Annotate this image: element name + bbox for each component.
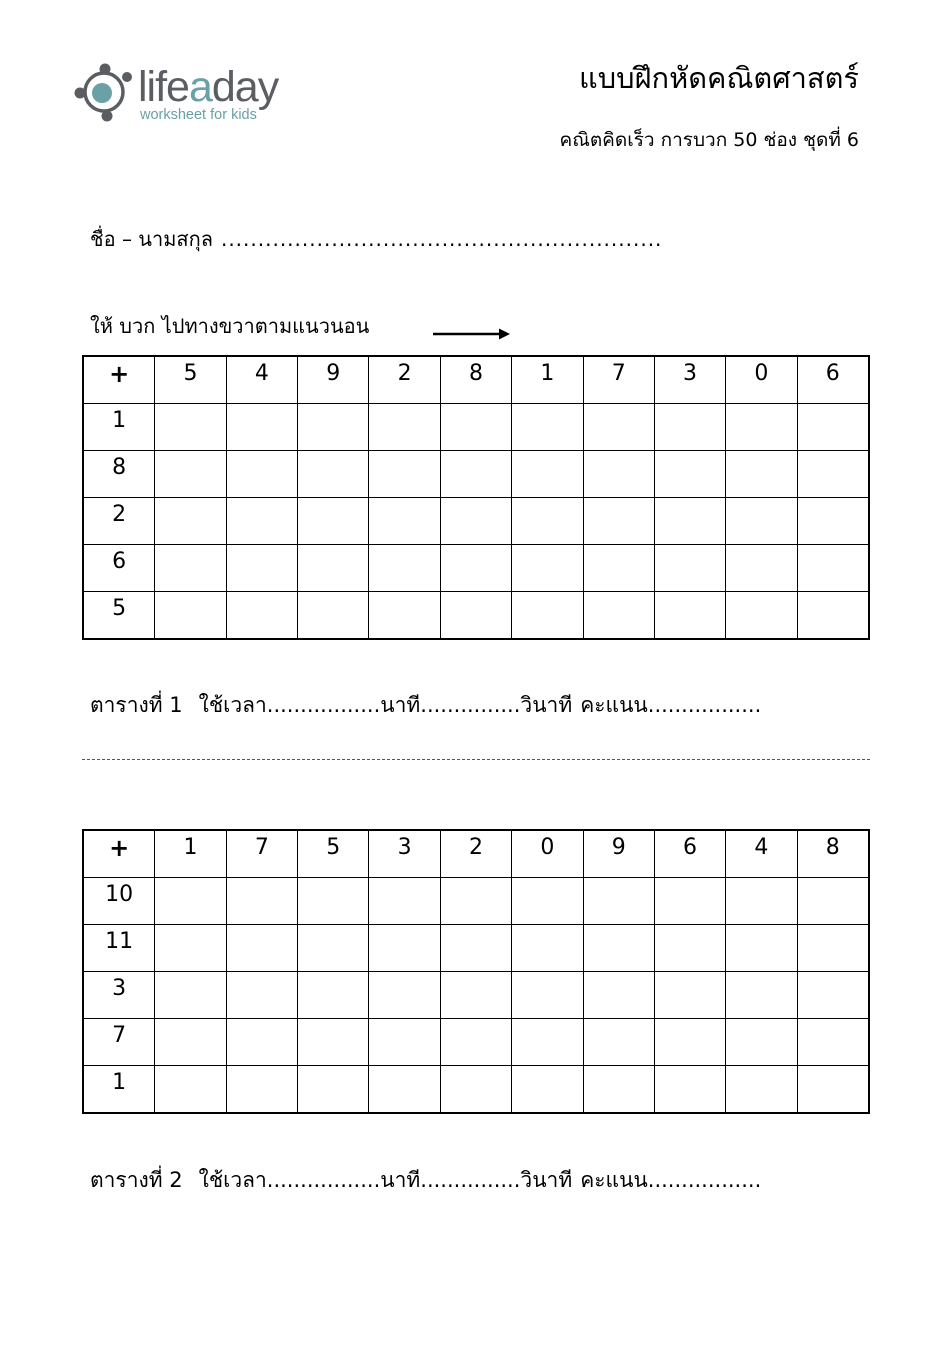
answer-cell[interactable] [726, 878, 797, 925]
answer-cell[interactable] [298, 1066, 369, 1114]
column-header-cell: 1 [155, 830, 226, 878]
answer-cell[interactable] [726, 498, 797, 545]
score-label: คะแนน [580, 693, 648, 717]
answer-cell[interactable] [298, 404, 369, 451]
row-header-cell: 6 [83, 545, 155, 592]
row-header-cell: 1 [83, 404, 155, 451]
answer-cell[interactable] [512, 925, 583, 972]
answer-cell[interactable] [226, 1066, 297, 1114]
table-row [83, 592, 869, 640]
answer-cell[interactable] [654, 404, 725, 451]
lifeaday-logo [74, 60, 314, 130]
answer-cell[interactable] [726, 925, 797, 972]
answer-cell[interactable] [583, 451, 654, 498]
column-header-cell: 9 [298, 356, 369, 404]
table-row [83, 972, 869, 1019]
column-header-cell: 6 [654, 830, 725, 878]
table-1-record [90, 690, 761, 720]
answer-cell[interactable] [512, 972, 583, 1019]
answer-cell[interactable] [369, 972, 440, 1019]
column-header-cell: 7 [583, 356, 654, 404]
table-row [83, 1019, 869, 1066]
answer-cell[interactable] [226, 404, 297, 451]
answer-cell[interactable] [512, 498, 583, 545]
answer-cell[interactable] [583, 972, 654, 1019]
answer-cell[interactable] [440, 1066, 511, 1114]
answer-cell[interactable] [440, 404, 511, 451]
answer-cell[interactable] [298, 925, 369, 972]
answer-cell[interactable] [155, 925, 226, 972]
table-row [83, 545, 869, 592]
answer-cell[interactable] [654, 1066, 725, 1114]
seconds-fill[interactable]: ............... [420, 693, 521, 717]
table-row [83, 498, 869, 545]
column-header-cell: 0 [726, 356, 797, 404]
addition-table-1 [82, 355, 870, 640]
row-header-cell: 8 [83, 451, 155, 498]
column-header-cell: 5 [298, 830, 369, 878]
answer-cell[interactable] [726, 451, 797, 498]
answer-cell[interactable] [583, 592, 654, 640]
answer-cell[interactable] [369, 1019, 440, 1066]
column-header-cell: 0 [512, 830, 583, 878]
answer-cell[interactable] [440, 972, 511, 1019]
row-header-cell: 3 [83, 972, 155, 1019]
answer-cell[interactable] [298, 972, 369, 1019]
column-header-cell: 6 [797, 356, 869, 404]
name-fill-line[interactable]: ............................................................ [220, 227, 663, 251]
answer-cell[interactable] [583, 1066, 654, 1114]
answer-cell[interactable] [797, 545, 869, 592]
answer-cell[interactable] [369, 592, 440, 640]
answer-cell[interactable] [512, 1066, 583, 1114]
logo-mark-icon [74, 60, 136, 124]
table-header-row [83, 356, 869, 404]
logo-tagline: worksheet for kids [140, 107, 257, 123]
column-header-cell: 2 [369, 356, 440, 404]
seconds-fill[interactable]: ............... [420, 1168, 521, 1192]
answer-cell[interactable] [298, 545, 369, 592]
table-2-record [90, 1165, 761, 1195]
answer-cell[interactable] [583, 545, 654, 592]
answer-cell[interactable] [654, 498, 725, 545]
answer-cell[interactable] [298, 878, 369, 925]
column-header-cell: 3 [654, 356, 725, 404]
answer-cell[interactable] [369, 925, 440, 972]
answer-cell[interactable] [440, 498, 511, 545]
answer-cell[interactable] [155, 972, 226, 1019]
answer-cell[interactable] [797, 498, 869, 545]
row-header-cell: 10 [83, 878, 155, 925]
logo-word-part: day [211, 63, 279, 111]
answer-cell[interactable] [512, 545, 583, 592]
answer-cell[interactable] [726, 972, 797, 1019]
record-label: ตารางที่ 1 [90, 693, 183, 717]
answer-cell[interactable] [512, 1019, 583, 1066]
answer-cell[interactable] [298, 1019, 369, 1066]
answer-cell[interactable] [155, 592, 226, 640]
worksheet-title: แบบฝึกหัดคณิตศาสตร์ [579, 61, 859, 95]
answer-cell[interactable] [512, 592, 583, 640]
score-fill[interactable]: ................. [647, 693, 762, 717]
answer-cell[interactable] [440, 925, 511, 972]
answer-cell[interactable] [797, 451, 869, 498]
answer-cell[interactable] [440, 1019, 511, 1066]
record-label: ตารางที่ 2 [90, 1168, 183, 1192]
row-header-cell: 1 [83, 1066, 155, 1114]
answer-cell[interactable] [226, 878, 297, 925]
answer-cell[interactable] [512, 404, 583, 451]
answer-cell[interactable] [226, 498, 297, 545]
answer-cell[interactable] [726, 545, 797, 592]
name-field [90, 224, 662, 254]
row-header-cell: 5 [83, 592, 155, 640]
answer-cell[interactable] [369, 498, 440, 545]
column-header-cell: 8 [797, 830, 869, 878]
answer-cell[interactable] [369, 404, 440, 451]
answer-cell[interactable] [726, 404, 797, 451]
time-label: ใช้เวลา [198, 693, 267, 717]
answer-cell[interactable] [512, 451, 583, 498]
answer-cell[interactable] [155, 878, 226, 925]
answer-cell[interactable] [797, 1066, 869, 1114]
worksheet-subtitle: คณิตคิดเร็ว การบวก 50 ช่อง ชุดที่ 6 [559, 129, 859, 151]
answer-cell[interactable] [155, 545, 226, 592]
answer-cell[interactable] [440, 592, 511, 640]
seconds-label: วินาที [520, 1168, 573, 1192]
addition-table-2 [82, 829, 870, 1114]
answer-cell[interactable] [226, 925, 297, 972]
answer-cell[interactable] [797, 878, 869, 925]
answer-cell[interactable] [155, 498, 226, 545]
table-header-row [83, 830, 869, 878]
instruction-text: ให้ บวก ไปทางขวาตามแนวนอน [90, 314, 370, 338]
answer-cell[interactable] [512, 878, 583, 925]
logo-word-part: a [188, 63, 212, 111]
answer-cell[interactable] [155, 1066, 226, 1114]
answer-cell[interactable] [298, 498, 369, 545]
answer-cell[interactable] [155, 451, 226, 498]
column-header-cell: 2 [440, 830, 511, 878]
answer-cell[interactable] [654, 972, 725, 1019]
answer-cell[interactable] [226, 451, 297, 498]
answer-cell[interactable] [298, 592, 369, 640]
minutes-fill[interactable]: ................. [266, 1168, 381, 1192]
column-header-cell: 9 [583, 830, 654, 878]
answer-cell[interactable] [797, 925, 869, 972]
answer-cell[interactable] [583, 498, 654, 545]
logo-word-part: life [138, 63, 189, 111]
column-header-cell: 4 [226, 356, 297, 404]
answer-cell[interactable] [155, 1019, 226, 1066]
row-header-cell: 7 [83, 1019, 155, 1066]
logo-wordmark [138, 62, 278, 112]
seconds-label: วินาที [520, 693, 573, 717]
minutes-fill[interactable]: ................. [266, 693, 381, 717]
answer-cell[interactable] [440, 878, 511, 925]
answer-cell[interactable] [583, 404, 654, 451]
answer-cell[interactable] [155, 404, 226, 451]
table-row [83, 451, 869, 498]
row-header-cell: 2 [83, 498, 155, 545]
answer-cell[interactable] [369, 878, 440, 925]
table-row [83, 925, 869, 972]
column-header-cell: 8 [440, 356, 511, 404]
answer-cell[interactable] [797, 972, 869, 1019]
table-row [83, 404, 869, 451]
answer-cell[interactable] [654, 545, 725, 592]
column-header-cell: 3 [369, 830, 440, 878]
answer-cell[interactable] [726, 592, 797, 640]
answer-cell[interactable] [654, 592, 725, 640]
answer-cell[interactable] [369, 451, 440, 498]
name-label: ชื่อ – นามสกุล [90, 227, 213, 251]
answer-cell[interactable] [226, 1019, 297, 1066]
answer-cell[interactable] [583, 1019, 654, 1066]
minutes-label: นาที [380, 1168, 421, 1192]
cut-line-divider [82, 759, 870, 760]
answer-cell[interactable] [226, 592, 297, 640]
answer-cell[interactable] [583, 925, 654, 972]
answer-cell[interactable] [654, 878, 725, 925]
table-row [83, 878, 869, 925]
time-label: ใช้เวลา [198, 1168, 267, 1192]
answer-cell[interactable] [369, 545, 440, 592]
column-header-cell: 7 [226, 830, 297, 878]
answer-cell[interactable] [654, 1019, 725, 1066]
answer-cell[interactable] [797, 1019, 869, 1066]
table-row [83, 1066, 869, 1114]
answer-cell[interactable] [654, 925, 725, 972]
operator-cell: + [83, 830, 155, 878]
answer-cell[interactable] [298, 451, 369, 498]
answer-cell[interactable] [226, 972, 297, 1019]
right-arrow-icon [433, 327, 511, 341]
answer-cell[interactable] [797, 404, 869, 451]
answer-cell[interactable] [583, 878, 654, 925]
answer-cell[interactable] [726, 1019, 797, 1066]
score-fill[interactable]: ................. [647, 1168, 762, 1192]
column-header-cell: 1 [512, 356, 583, 404]
answer-cell[interactable] [226, 545, 297, 592]
operator-cell: + [83, 356, 155, 404]
answer-cell[interactable] [726, 1066, 797, 1114]
column-header-cell: 5 [155, 356, 226, 404]
answer-cell[interactable] [797, 592, 869, 640]
answer-cell[interactable] [440, 545, 511, 592]
column-header-cell: 4 [726, 830, 797, 878]
answer-cell[interactable] [440, 451, 511, 498]
score-label: คะแนน [580, 1168, 648, 1192]
answer-cell[interactable] [654, 451, 725, 498]
minutes-label: นาที [380, 693, 421, 717]
row-header-cell: 11 [83, 925, 155, 972]
answer-cell[interactable] [369, 1066, 440, 1114]
